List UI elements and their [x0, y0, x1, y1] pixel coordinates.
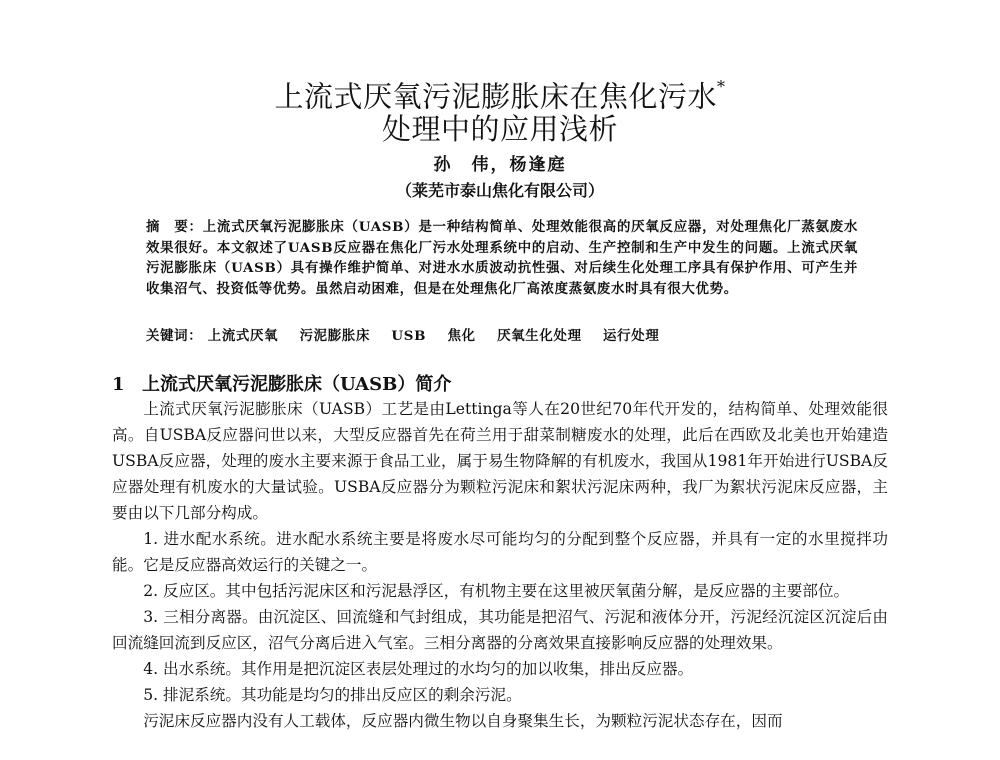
section-heading — [112, 370, 451, 396]
keyword: 污泥膨胀床 — [299, 328, 371, 344]
section-number: 1 — [112, 374, 125, 395]
paragraph: 4. 出水系统。其作用是把沉淀区表层处理过的水均匀的加以收集，排出反应器。 — [143, 660, 694, 678]
paper-title-line-1 — [0, 74, 1000, 114]
affiliation: （莱芜市泰山焦化有限公司） — [395, 181, 604, 200]
paragraph: 污泥床反应器内没有人工载体，反应器内微生物以自身聚集生长，为颗粒污泥状态存在，因而 — [143, 712, 783, 730]
paragraph: 5. 排泥系统。其功能是均匀的排出反应区的剩余污泥。 — [143, 686, 522, 704]
keyword: 焦化 — [447, 328, 476, 344]
paragraph: 3. 三相分离器。由沉淀区、回流缝和气封组成，其功能是把沼气、污泥和液体分开，污泥经沉淀区沉淀后由回流缝回流到反应区，沼气分离后进入气室。三相分离器的分离效果直接影响反应器的处理效果。 — [112, 608, 888, 652]
section-title: 上流式厌氧污泥膨胀床（UASB）简介 — [142, 374, 452, 395]
abstract — [146, 217, 858, 299]
authors: 孙 伟，杨逢庭 — [433, 155, 567, 175]
body-text — [112, 396, 888, 734]
title-text-1: 上流式厌氧污泥膨胀床在焦化污水 — [274, 79, 717, 114]
paragraph: 上流式厌氧污泥膨胀床（UASB）工艺是由Lettinga等人在20世纪70年代开发的，结构简单、处理效能很高。自USBA反应器问世以来，大型反应器首先在荷兰用于甜菜制糖废水的处理，此后在西欧及北美也开始建造USBA反应器，处理的废水主要来源于食品工业，属于易生物降解的有机废水，我国从1981年开始进行USBA反应器处理有机废水的大量试验。USBA反应器分为颗粒污泥床和絮状污泥床两种，我厂为絮状污泥床反应器，主要由以下几部分构成。 — [112, 400, 888, 522]
footnote-mark: * — [717, 77, 726, 96]
paragraph: 1. 进水配水系统。进水配水系统主要是将废水尽可能均匀的分配到整个反应器，并具有一定的水里搅拌功能。它是反应器高效运行的关键之一。 — [112, 530, 888, 574]
paper-title-line-2: 处理中的应用浅析 — [381, 112, 618, 146]
paragraph: 2. 反应区。其中包括污泥床区和污泥悬浮区，有机物主要在这里被厌氧菌分解，是反应器的主要部位。 — [143, 582, 850, 600]
keyword: 运行处理 — [603, 328, 660, 344]
keyword: 上流式厌氧 — [207, 328, 279, 344]
keywords — [146, 325, 858, 344]
keyword: 厌氧生化处理 — [497, 328, 582, 344]
abstract-text: 上流式厌氧污泥膨胀床（UASB）是一种结构简单、处理效能很高的厌氧反应器，对处理焦化厂蒸氨废水效果很好。本文叙述了UASB反应器在焦化厂污水处理系统中的启动、生产控制和生产中发生的问题。上流式厌氧污泥膨胀床（UASB）具有操作维护简单、对进水水质波动抗性强、对后续生化处理工序具有保护作用、可产生并收集沼气、投资低等优势。虽然启动困难，但是在处理焦化厂高浓度蒸氨废水时具有很大优势。 — [146, 219, 858, 297]
keywords-label: 关键词： — [146, 328, 203, 344]
keyword: USB — [391, 328, 427, 344]
abstract-label: 摘 要： — [146, 219, 203, 235]
